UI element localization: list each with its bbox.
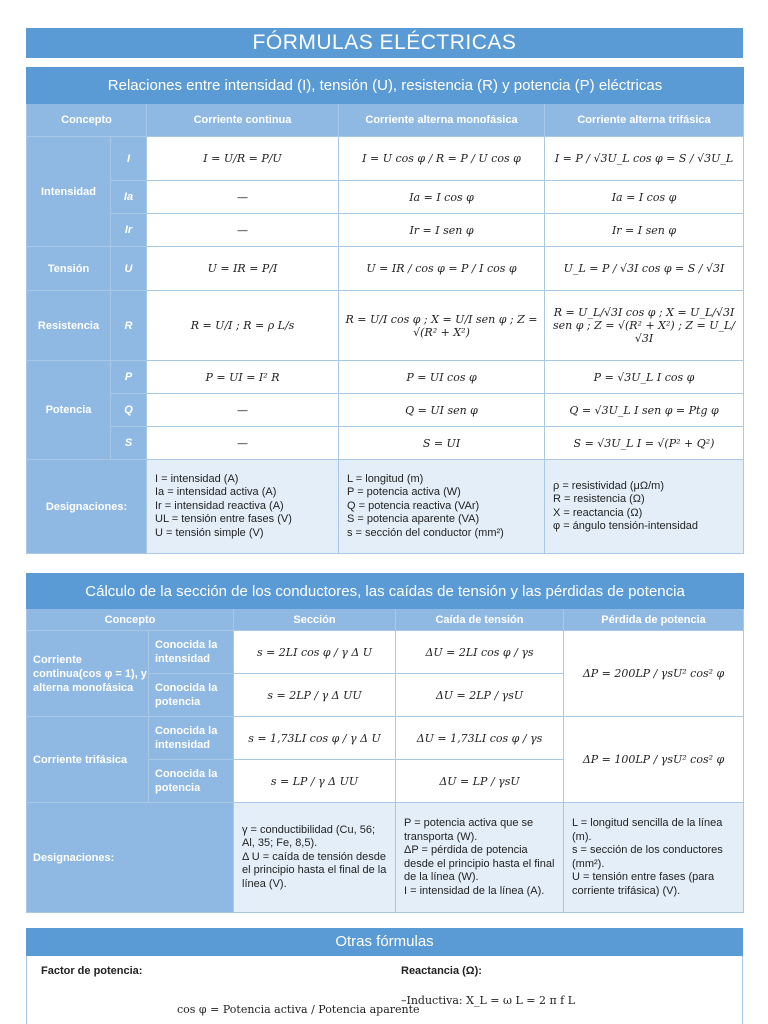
reactance-label: Reactancia (Ω):: [401, 965, 482, 977]
designation-item: I = intensidad de la línea (A).: [404, 884, 545, 897]
group-tension: Tensión: [27, 247, 111, 291]
formula-Ir-tri: Ir = I sen φ: [545, 214, 744, 247]
designation-item: S = potencia aparente (VA): [347, 513, 480, 526]
formula2-tri-p-drop: ΔU = LP / γsU: [396, 760, 564, 803]
designation-item: UL = tensión entre fases (V): [155, 513, 292, 526]
designation-item: φ = ángulo tensión-intensidad: [553, 520, 699, 532]
designation-item: Δ U = caída de tensión desde el principio hasta el final de la línea (V).: [242, 850, 387, 890]
power-factor-formula: cos φ = Potencia activa / Potencia aparente: [177, 1003, 420, 1016]
symbol-Q: Q: [111, 394, 147, 427]
designations2-col3: [564, 803, 744, 913]
designations-col2: [339, 460, 545, 554]
formula2-mono-loss: ΔP = 200LP / γsU² cos² φ: [564, 631, 744, 717]
designation-item: P = potencia activa que se transporta (W).: [404, 817, 534, 843]
formula2-mono-i-drop: ΔU = 2LI cos φ / γs: [396, 631, 564, 674]
designations2-col2: [396, 803, 564, 913]
group-resistencia: Resistencia: [27, 291, 111, 361]
formula2-tri-p-section: s = LP / γ Δ UU: [234, 760, 396, 803]
relations-table: [26, 67, 744, 554]
conductor-section-table: [26, 573, 744, 913]
formula-S-dc: —: [147, 427, 339, 460]
formula-I-tri: I = P / √3U_L cos φ = S / √3U_L: [545, 137, 744, 181]
formula-P-dc: P = UI = I² R: [147, 361, 339, 394]
symbol-R: R: [111, 291, 147, 361]
designation-item: P = potencia activa (W): [347, 486, 461, 499]
formula-U-dc: U = IR = P/I: [147, 247, 339, 291]
header-mono: Corriente alterna monofásica: [339, 104, 545, 137]
formula-U-tri: U_L = P / √3I cos φ = S / √3I: [545, 247, 744, 291]
designation-item: L = longitud (m): [347, 472, 424, 485]
group-tri: Corriente trifásica: [27, 717, 149, 803]
symbol-S: S: [111, 427, 147, 460]
known-current-2: Conocida la intensidad: [149, 717, 234, 760]
formula-P-mono: P = UI cos φ: [339, 361, 545, 394]
formula-P-tri: P = √3U_L I cos φ: [545, 361, 744, 394]
designation-item: R = resistencia (Ω): [553, 493, 645, 505]
designations-col1: [147, 460, 339, 554]
symbol-P: P: [111, 361, 147, 394]
power-factor-label: Factor de potencia:: [41, 965, 143, 977]
designation-item: s = sección del conductor (mm²): [347, 526, 504, 539]
header2-concepto: Concepto: [27, 609, 234, 631]
section2-title: Cálculo de la sección de los conductores, las caídas de tensión y las pérdidas de potencia: [27, 574, 744, 609]
formula2-tri-i-section: s = 1,73LI cos φ / γ Δ U: [234, 717, 396, 760]
formula2-mono-i-section: s = 2LI cos φ / γ Δ U: [234, 631, 396, 674]
formula-S-tri: S = √3U_L I = √(P² + Q²): [545, 427, 744, 460]
formula-R-dc: R = U/I ; R = ρ L/s: [147, 291, 339, 361]
formula2-mono-p-drop: ΔU = 2LP / γsU: [396, 674, 564, 717]
known-power-1: Conocida la potencia: [149, 674, 234, 717]
other-formulas-box: [26, 956, 743, 1024]
designation-item: Q = potencia reactiva (VAr): [347, 499, 480, 512]
symbol-Ia: Ia: [111, 181, 147, 214]
symbol-I: I: [111, 137, 147, 181]
designations-col3: [545, 460, 744, 554]
symbol-U: U: [111, 247, 147, 291]
header-dc: Corriente continua: [147, 104, 339, 137]
formula-Ir-dc: —: [147, 214, 339, 247]
formula-U-mono: U = IR / cos φ = P / I cos φ: [339, 247, 545, 291]
designations2-col1: [234, 803, 396, 913]
symbol-Ir: Ir: [111, 214, 147, 247]
designation-item: U = tensión entre fases (para corriente trifásica) (V).: [572, 871, 715, 897]
formula-R-mono: R = U/I cos φ ; X = U/I sen φ ; Z = √(R² + X²): [339, 291, 545, 361]
header-concepto: Concepto: [27, 104, 147, 137]
known-current-1: Conocida la intensidad: [149, 631, 234, 674]
designation-item: ρ = resistividad (μΩ/m): [553, 479, 664, 492]
header2-seccion: Sección: [234, 609, 396, 631]
formula-Ia-dc: —: [147, 181, 339, 214]
designation-item: L = longitud sencilla de la línea (m).: [572, 817, 723, 843]
designation-item: U = tensión simple (V): [155, 526, 264, 539]
section3-title: Otras fórmulas: [26, 928, 743, 956]
designation-item: Ia = intensidad activa (A): [155, 486, 277, 499]
formula-Ia-tri: Ia = I cos φ: [545, 181, 744, 214]
page-title: FÓRMULAS ELÉCTRICAS: [26, 28, 743, 58]
group-potencia: Potencia: [27, 361, 111, 460]
formula2-mono-p-section: s = 2LP / γ Δ UU: [234, 674, 396, 717]
formula-Ia-mono: Ia = I cos φ: [339, 181, 545, 214]
formula-S-mono: S = UI: [339, 427, 545, 460]
designation-item: γ = conductibilidad (Cu, 56; Al, 35; Fe, 8,5).: [242, 823, 375, 850]
designation-item: X = reactancia (Ω): [553, 506, 643, 519]
header2-perdida: Pérdida de potencia: [564, 609, 744, 631]
inductive-reactance: –Inductiva: X_L = ω L = 2 π f L: [401, 994, 576, 1007]
formula-Q-tri: Q = √3U_L I sen φ = Ptg φ: [545, 394, 744, 427]
formula2-tri-i-drop: ΔU = 1,73LI cos φ / γs: [396, 717, 564, 760]
formula-R-tri: R = U_L/√3I cos φ ; X = U_L/√3I sen φ ; Z = √(R² + X²) ; Z = U_L/√3I: [545, 291, 744, 361]
designations-label-2: Designaciones:: [27, 803, 234, 913]
header-tri: Corriente alterna trifásica: [545, 104, 744, 137]
formula-Q-mono: Q = UI sen φ: [339, 394, 545, 427]
known-power-2: Conocida la potencia: [149, 760, 234, 803]
formula-Ir-mono: Ir = I sen φ: [339, 214, 545, 247]
header2-caida: Caída de tensión: [396, 609, 564, 631]
designations-label-1: Designaciones:: [27, 460, 147, 554]
group-intensidad: Intensidad: [27, 137, 111, 247]
group-dc-mono: Corriente continua(cos φ = 1), y alterna monofásica: [27, 631, 149, 717]
formula2-tri-loss: ΔP = 100LP / γsU² cos² φ: [564, 717, 744, 803]
formula-Q-dc: —: [147, 394, 339, 427]
designation-item: ΔP = pérdida de potencia desde el principio hasta el final de la línea (W).: [404, 844, 555, 883]
formula-I-mono: I = U cos φ / R = P / U cos φ: [339, 137, 545, 181]
designation-item: Ir = intensidad reactiva (A): [155, 499, 284, 512]
designation-item: s = sección de los conductores (mm²).: [572, 844, 723, 870]
section1-title: Relaciones entre intensidad (I), tensión (U), resistencia (R) y potencia (P) eléctricas: [27, 68, 744, 104]
formula-I-dc: I = U/R = P/U: [147, 137, 339, 181]
designation-item: I = intensidad (A): [155, 472, 239, 485]
